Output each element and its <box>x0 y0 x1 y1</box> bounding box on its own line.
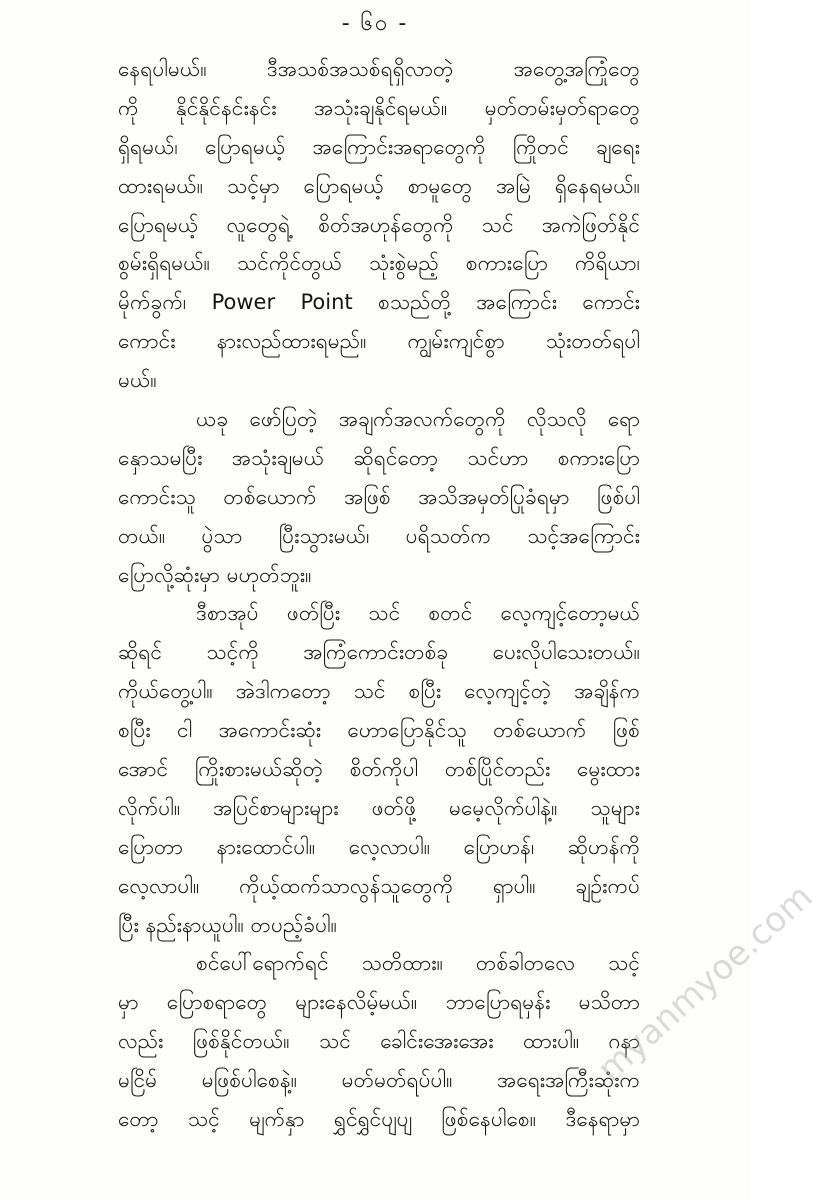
text-line: ကိုယ်တွေ့ပါ။ အဲဒါကတော့ သင် စပြီး လေ့ကျင့်တဲ့ အချိန်က <box>118 679 640 704</box>
text-line: စပြီး ငါ အကောင်းဆုံး ဟောပြောနိုင်သူ တစ်ယောက် ဖြစ် <box>118 718 640 743</box>
text-line: ထားရမယ်။ သင့်မှာ ပြောရမယ့် စာမူတွေ အမြဲ ရှိနေရမယ်။ <box>118 173 640 198</box>
text-line: ကောင်းသူ တစ်ယောက် အဖြစ် အသိအမှတ်ပြုခံရမှာ ဖြစ်ပါ <box>118 484 640 509</box>
text-line: ပြီး နည်းနာယူပါ။ တပည့်ခံပါ။ <box>118 912 338 937</box>
text-line: လိုက်ပါ။ အပြင်စာများများ ဖတ်ဖို့ မမေ့လိုက်ပါနဲ့။ သူများ <box>118 795 640 820</box>
paragraph-start-line: ယခု ဖော်ပြတဲ့ အချက်အလက်တွေကို လိုသလို ရော <box>196 407 640 432</box>
text-line: ပြောလို့ဆုံးမှာ မဟုတ်ဘူး။ <box>118 562 312 587</box>
text-line: ဆိုရင် သင့်ကို အကြံကောင်းတစ်ခု ပေးလိုပါသေးတယ်။ <box>118 640 640 665</box>
body-text <box>118 50 640 1139</box>
page-number: - ၆၀ - <box>341 11 409 36</box>
text-line: လည်း ဖြစ်နိုင်တယ်။ သင် ခေါင်းအေးအေး ထားပါ။ ဂနာ <box>118 1029 640 1054</box>
text-line: မငြိမ် မဖြစ်ပါစေနဲ့။ မတ်မတ်ရပ်ပါ။ အရေးအကြီးဆုံးက <box>118 1068 640 1093</box>
paragraph-start-line: စင်ပေါ်ရောက်ရင် သတိထား။ တစ်ခါတလေ သင့် <box>196 951 640 976</box>
text-line: ကို နိုင်နိုင်နင်းနင်း အသုံးချနိုင်ရမယ်။ မှတ်တမ်းမှတ်ရာတွေ <box>118 95 640 120</box>
text-line: မယ်။ <box>118 368 157 393</box>
text-line: တယ်။ ပွဲသာ ပြီးသွားမယ်၊ ပရိသတ်က သင့်အကြောင်း <box>118 523 640 548</box>
watermark: myanmyoe.com <box>590 876 820 1090</box>
text-line: မှာ ပြောစရာတွေ များနေလိမ့်မယ်။ ဘာပြောရမှန်း မသိတာ <box>118 990 640 1015</box>
text-line: မိုက်ခွက်၊ Power Point စသည်တို့ အကြောင်း ကောင်း <box>118 290 640 315</box>
text-line: ရှိရမယ်၊ ပြောရမယ့် အကြောင်းအရာတွေကို ကြိုတင် ချရေး <box>118 134 640 159</box>
text-line: နေရပါမယ်။ ဒီအသစ်အသစ်ရရှိလာတဲ့ အတွေ့အကြုံတွေ <box>118 57 640 81</box>
text-line: စွမ်းရှိရမယ်။ သင်ကိုင်တွယ် သုံးစွဲမည့် စကားပြော ကိရိယာ၊ <box>118 251 640 276</box>
text-line: အောင် ကြိုးစားမယ်ဆိုတဲ့ စိတ်ကိုပါ တစ်ပြိုင်တည်း မွေးထား <box>118 757 640 782</box>
text-line: လေ့လာပါ။ ကိုယ့်ထက်သာလွန်သူတွေကို ရှာပါ။ ချဉ်းကပ် <box>118 873 640 898</box>
text-line: ပြောတာ နားထောင်ပါ။ လေ့လာပါ။ ပြောဟန်၊ ဆိုဟန်ကို <box>118 834 640 859</box>
text-line: ကောင်း နားလည်ထားရမည်။ ကျွမ်းကျင်စွာ သုံးတတ်ရပါ <box>118 329 640 354</box>
paragraph-start-line: ဒီစာအုပ် ဖတ်ပြီး သင် စတင် လေ့ကျင့်တော့မယ် <box>196 601 640 626</box>
text-line: နှောသမပြီး အသုံးချမယ် ဆိုရင်တော့ သင်ဟာ စကားပြော <box>118 445 640 470</box>
text-line: တော့ သင့် မျက်နှာ ရွှင်ရွှင်ပျပျ ဖြစ်နေပါစေ။ ဒီနေရာမှာ <box>118 1107 640 1132</box>
text-line: ပြောရမယ့် လူတွေရဲ့ စိတ်အဟုန်တွေကို သင် အကဲဖြတ်နိုင် <box>118 212 640 237</box>
